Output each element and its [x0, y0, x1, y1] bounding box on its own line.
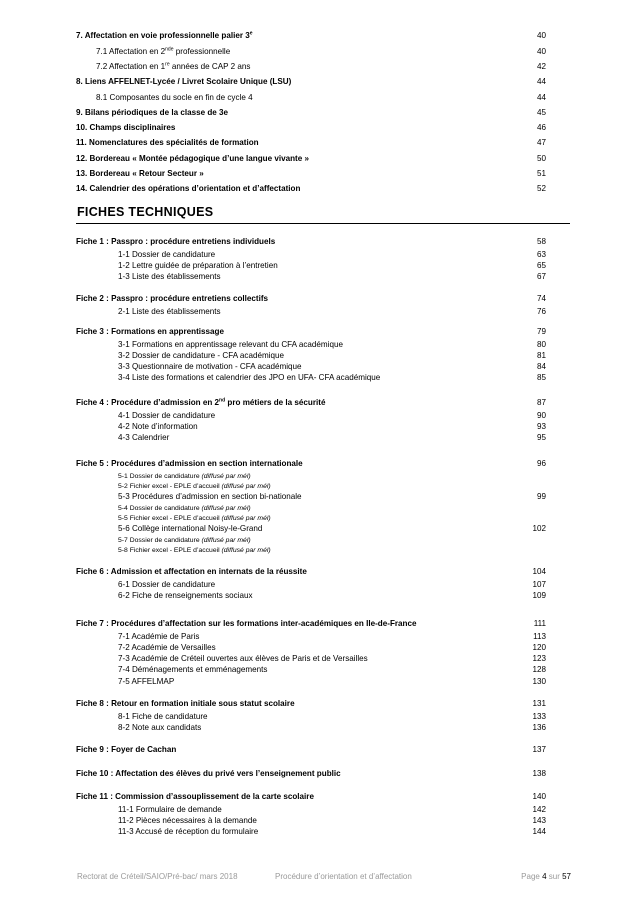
fiche-item-page: 143 — [532, 815, 546, 825]
fiche-item-page: 120 — [532, 642, 546, 652]
toc-entry-text: 9. Bilans périodiques de la classe de 3e — [76, 108, 229, 117]
fiche-item-text: 5-2 Fichier excel - EPLE d’accueil — [118, 482, 220, 490]
fiche-title-row — [76, 768, 546, 780]
fiche-item-title — [118, 642, 216, 654]
fiche-item-text: 4-3 Calendrier — [118, 433, 170, 443]
fiche-item-row — [76, 711, 546, 723]
toc-entry-title — [76, 30, 253, 42]
fiche-page: 74 — [536, 294, 546, 303]
fiche-item-text: 3-1 Formations en apprentissage relevant du CFA académique — [118, 339, 343, 349]
toc-entry-page: 44 — [536, 77, 546, 86]
footer-page-total: 57 — [562, 872, 571, 881]
toc-entry-page: 40 — [536, 47, 546, 56]
fiche-item-title — [118, 664, 267, 676]
fiche-item-title — [118, 432, 169, 444]
fiche-page: 96 — [536, 459, 546, 468]
fiche-item-page: 81 — [536, 350, 546, 360]
toc-entry-title — [76, 183, 300, 195]
fiche-item-title — [118, 545, 271, 557]
fiche-item-text: 3-3 Questionnaire de motivation - CFA académique — [118, 362, 302, 372]
toc-entry-text: 8. Liens AFFELNET-Lycée / Livret Scolaire Unique (LSU) — [76, 77, 292, 86]
toc-entry-page: 47 — [536, 138, 546, 147]
fiche-item-page: 142 — [532, 804, 546, 814]
fiche-title-text: Fiche 9 : Foyer de Cachan — [76, 745, 177, 754]
fiche-item-text: 8-2 Note aux candidats — [118, 722, 202, 732]
toc-entry-title — [76, 137, 259, 149]
fiche-item-row — [76, 339, 546, 351]
fiche-item-title — [118, 711, 208, 723]
fiche-title-row — [76, 326, 546, 338]
fiche-title — [76, 566, 307, 578]
fiche-item-page: 102 — [532, 524, 546, 534]
fiche-title-text: Fiche 5 : Procédures d’admission en section internationale — [76, 459, 303, 468]
toc-entry-page: 44 — [536, 93, 546, 102]
fiche-item-row — [76, 642, 546, 654]
fiche-item-row — [76, 676, 546, 688]
toc-entry-page: 46 — [536, 123, 546, 132]
fiche-item-page: 67 — [536, 272, 546, 282]
fiche-page: 111 — [533, 619, 546, 628]
fiche-item-row — [76, 491, 546, 503]
fiche-item-text: 5-4 Dossier de candidature — [118, 504, 200, 512]
fiche-item-text: 2-1 Liste des établissements — [118, 306, 221, 316]
fiche-page: 131 — [532, 699, 546, 708]
fiche-item-text: 3-4 Liste des formations et calendrier des JPO en UFA- CFA académique — [118, 373, 381, 383]
fiche-item-note: (diffusé par mél) — [221, 515, 271, 522]
fiche-item-row — [76, 271, 546, 283]
fiche-item-note: (diffusé par mél) — [201, 536, 251, 544]
fiche-item-page: 136 — [532, 722, 546, 732]
toc-entry-sup: e — [249, 30, 253, 37]
footer-page-prefix: Page — [521, 872, 543, 881]
fiche-item-note: (diffusé par mél) — [201, 472, 251, 480]
fiche-title-text: Fiche 8 : Retour en formation initiale sous statut scolaire — [76, 699, 295, 708]
fiche-item-page: 133 — [532, 711, 546, 721]
fiche-item-note: (diffusé par mél) — [221, 482, 271, 490]
fiches-heading: FICHES TECHNIQUES — [77, 205, 214, 219]
fiche-title-text: Fiche 10 : Affectation des élèves du privé vers l’enseignement public — [76, 769, 341, 778]
toc-entry-title — [96, 46, 230, 58]
fiche-item-row — [76, 590, 546, 602]
fiche-title-row — [76, 236, 546, 248]
toc-entry-sup: re — [165, 61, 170, 68]
fiche-item-title — [118, 339, 343, 351]
footer-left: Rectorat de Créteil/SAIO/Pré-bac/ mars 2018 — [77, 872, 238, 881]
fiche-item-title — [118, 815, 257, 827]
fiche-item-title — [118, 676, 174, 688]
fiche-title — [76, 791, 314, 803]
footer-page-mid: sur — [546, 872, 563, 881]
fiche-item-title — [118, 804, 222, 816]
fiche-title-row — [76, 458, 546, 470]
fiche-item-title — [118, 361, 302, 373]
toc-entry-text: 8.1 Composantes du socle en fin de cycle 4 — [96, 93, 253, 102]
fiche-item-text: 7-4 Déménagements et emménagements — [118, 665, 268, 675]
toc-section-entry — [76, 107, 546, 119]
fiche-item-page: 65 — [536, 260, 546, 270]
fiche-item-row — [76, 664, 546, 676]
fiche-item-text: 5-7 Dossier de candidature — [118, 536, 200, 544]
fiche-item-page: 76 — [536, 306, 546, 316]
fiche-item-text: 5-8 Fichier excel - EPLE d’accueil — [118, 547, 220, 555]
fiche-item-page: 109 — [532, 590, 546, 600]
fiche-item-page: 113 — [533, 631, 546, 641]
fiche-item-page: 90 — [536, 410, 546, 420]
fiche-title-row — [76, 397, 546, 409]
fiche-item-row — [76, 410, 546, 422]
fiche-item-title — [118, 722, 201, 734]
toc-entry-text: 12. Bordereau « Montée pédagogique d’une langue vivante » — [76, 154, 309, 163]
toc-subsection-entry — [76, 92, 546, 104]
fiche-title-text: Fiche 6 : Admission et affectation en internats de la réussite — [76, 567, 307, 576]
fiche-item-text: 4-2 Note d’information — [118, 421, 198, 431]
toc-entry-text: 7. Affectation en voie professionnelle palier 3 — [76, 31, 250, 40]
fiche-title — [76, 293, 268, 305]
toc-section-entry — [76, 153, 546, 165]
fiche-item-title — [118, 249, 215, 261]
fiche-title-text: Fiche 7 : Procédures d’affectation sur les formations inter-académiques en Ile-de-France — [76, 619, 417, 628]
toc-entry-sup: nde — [165, 46, 174, 53]
fiche-title — [76, 397, 325, 409]
fiche-item-row — [76, 249, 546, 261]
fiche-item-title — [118, 523, 262, 535]
toc-section-entry — [76, 183, 546, 195]
fiche-item-row — [76, 815, 546, 827]
fiche-page: 138 — [532, 769, 546, 778]
fiche-item-title — [118, 350, 284, 362]
fiche-title-row — [76, 698, 546, 710]
heading-rule — [76, 223, 570, 224]
fiche-title — [76, 744, 176, 756]
fiche-item-page: 130 — [532, 676, 546, 686]
fiche-item-text: 1-2 Lettre guidée de préparation à l’entretien — [118, 260, 278, 270]
fiche-item-title — [118, 826, 258, 838]
fiche-item-row — [76, 523, 546, 535]
fiche-item-text: 7-5 AFFELMAP — [118, 676, 175, 686]
toc-entry-text: 7.1 Affectation en 2 — [96, 47, 166, 56]
fiche-item-page: 123 — [532, 654, 546, 664]
toc-entry-title — [76, 122, 175, 134]
fiche-item-title — [118, 410, 215, 422]
fiche-item-text: 1-3 Liste des établissements — [118, 272, 221, 282]
toc-entry-text: 10. Champs disciplinaires — [76, 123, 176, 132]
fiche-item-page: 63 — [536, 249, 546, 259]
fiche-item-title — [118, 271, 221, 283]
toc-entry-title — [76, 107, 228, 119]
toc-entry-title — [96, 92, 253, 104]
fiche-item-row — [76, 804, 546, 816]
fiche-item-text: 5-3 Procédures d’admission en section bi-nationale — [118, 492, 302, 502]
toc-entry-text-end: années de CAP 2 ans — [169, 62, 251, 71]
fiche-item-text: 8-1 Fiche de candidature — [118, 711, 208, 721]
fiche-page: 140 — [532, 792, 546, 801]
toc-section-entry — [76, 168, 546, 180]
fiche-item-text: 1-1 Dossier de candidature — [118, 249, 216, 259]
fiche-title-text: Fiche 4 : Procédure d’admission en 2 — [76, 398, 220, 407]
fiche-item-row — [76, 372, 546, 384]
fiche-page: 104 — [532, 567, 546, 576]
fiche-item-page: 144 — [532, 827, 546, 837]
fiche-title-text: Fiche 11 : Commission d’assouplissement de la carte scolaire — [76, 792, 314, 801]
footer-page-num: 4 — [542, 872, 547, 881]
toc-entry-page: 52 — [536, 184, 546, 193]
fiche-item-title — [118, 579, 215, 591]
toc-entry-title — [76, 153, 309, 165]
fiche-item-title — [118, 306, 221, 318]
toc-entry-text: 14. Calendrier des opérations d’orientation et d’affectation — [76, 184, 301, 193]
fiche-title-row — [76, 566, 546, 578]
fiche-title — [76, 768, 341, 780]
fiche-item-note: (diffusé par mél) — [221, 547, 271, 555]
fiche-item-title — [118, 590, 253, 602]
fiche-title — [76, 618, 416, 630]
fiche-page: 137 — [532, 745, 546, 754]
fiche-item-row — [76, 260, 546, 272]
fiche-item-row — [76, 722, 546, 734]
fiche-item-text: 7-3 Académie de Créteil ouvertes aux élèves de Paris et de Versailles — [118, 654, 368, 664]
fiche-page: 58 — [536, 237, 546, 246]
fiche-title — [76, 236, 275, 248]
toc-entry-page: 45 — [536, 108, 546, 117]
toc-entry-title — [76, 76, 291, 88]
fiche-item-title — [118, 421, 198, 433]
fiche-item-row — [76, 579, 546, 591]
toc-entry-text-end: professionnelle — [173, 47, 231, 56]
fiche-item-page: 95 — [536, 433, 546, 443]
toc-section-entry — [76, 30, 546, 42]
fiche-item-text: 11-3 Accusé de réception du formulaire — [118, 827, 259, 837]
fiche-item-text: 5-1 Dossier de candidature — [118, 472, 200, 480]
fiche-item-title — [118, 372, 380, 384]
fiche-title-row — [76, 293, 546, 305]
fiche-title-row — [76, 618, 546, 630]
fiche-item-page: 128 — [532, 665, 546, 675]
fiche-item-row — [76, 306, 546, 318]
toc-section-entry — [76, 122, 546, 134]
fiche-item-title — [118, 653, 368, 665]
fiche-item-row — [76, 361, 546, 373]
toc-subsection-entry — [76, 61, 546, 73]
toc-entry-title — [96, 61, 250, 73]
fiche-item-page: 85 — [536, 373, 546, 383]
fiche-item-text: 3-2 Dossier de candidature - CFA académique — [118, 350, 285, 360]
fiche-item-text: 6-2 Fiche de renseignements sociaux — [118, 590, 253, 600]
fiche-item-row — [76, 653, 546, 665]
fiche-item-text: 4-1 Dossier de candidature — [118, 410, 216, 420]
footer-center: Procédure d’orientation et d’affectation — [275, 872, 412, 881]
toc-entry-text: 11. Nomenclatures des spécialités de formation — [76, 138, 259, 147]
fiche-item-row — [76, 350, 546, 362]
footer-page — [521, 872, 571, 881]
fiche-title — [76, 698, 295, 710]
fiche-title — [76, 326, 224, 338]
fiche-item-title — [118, 631, 199, 643]
fiche-item-text: 5-5 Fichier excel - EPLE d’accueil — [118, 515, 220, 522]
toc-entry-page: 51 — [536, 169, 546, 178]
fiche-item-row — [76, 826, 546, 838]
fiche-title-sup: nd — [219, 397, 226, 404]
toc-subsection-entry — [76, 46, 546, 58]
fiche-title-row — [76, 744, 546, 756]
toc-entry-page: 42 — [536, 62, 546, 71]
fiche-item-title — [118, 260, 278, 272]
fiche-item-text: 5-6 Collège international Noisy-le-Grand — [118, 524, 263, 534]
fiche-item-text: 6-1 Dossier de candidature — [118, 579, 216, 589]
fiche-item-page: 99 — [536, 492, 546, 502]
fiche-title-text-end: pro métiers de la sécurité — [225, 398, 326, 407]
toc-entry-page: 50 — [536, 154, 546, 163]
toc-entry-text: 13. Bordereau « Retour Secteur » — [76, 169, 204, 178]
fiche-item-row — [76, 631, 546, 643]
fiche-item-title — [118, 491, 302, 503]
fiche-item-page: 80 — [536, 339, 546, 349]
fiche-item-text: 7-2 Académie de Versailles — [118, 642, 216, 652]
fiche-item-page: 107 — [532, 579, 546, 589]
fiche-page: 87 — [536, 398, 546, 407]
fiche-page: 79 — [536, 327, 546, 336]
toc-section-entry — [76, 137, 546, 149]
fiche-title-text: Fiche 3 : Formations en apprentissage — [76, 327, 224, 336]
fiche-item-row — [76, 432, 546, 444]
fiche-item-row — [76, 545, 546, 557]
fiche-item-text: 11-1 Formulaire de demande — [118, 804, 222, 814]
toc-entry-page: 40 — [536, 31, 546, 40]
fiche-item-text: 7-1 Académie de Paris — [118, 631, 200, 641]
fiche-title-text: Fiche 2 : Passpro : procédure entretiens collectifs — [76, 294, 269, 303]
fiche-title-text: Fiche 1 : Passpro : procédure entretiens individuels — [76, 237, 276, 246]
fiche-item-page: 84 — [536, 362, 546, 372]
toc-entry-title — [76, 168, 204, 180]
fiche-item-page: 93 — [536, 421, 546, 431]
fiche-item-text: 11-2 Pièces nécessaires à la demande — [118, 815, 257, 825]
fiche-item-note: (diffusé par mél) — [201, 504, 251, 512]
fiche-title-row — [76, 791, 546, 803]
fiche-title — [76, 458, 303, 470]
toc-section-entry — [76, 76, 546, 88]
fiche-item-row — [76, 421, 546, 433]
toc-entry-text: 7.2 Affectation en 1 — [96, 62, 166, 71]
